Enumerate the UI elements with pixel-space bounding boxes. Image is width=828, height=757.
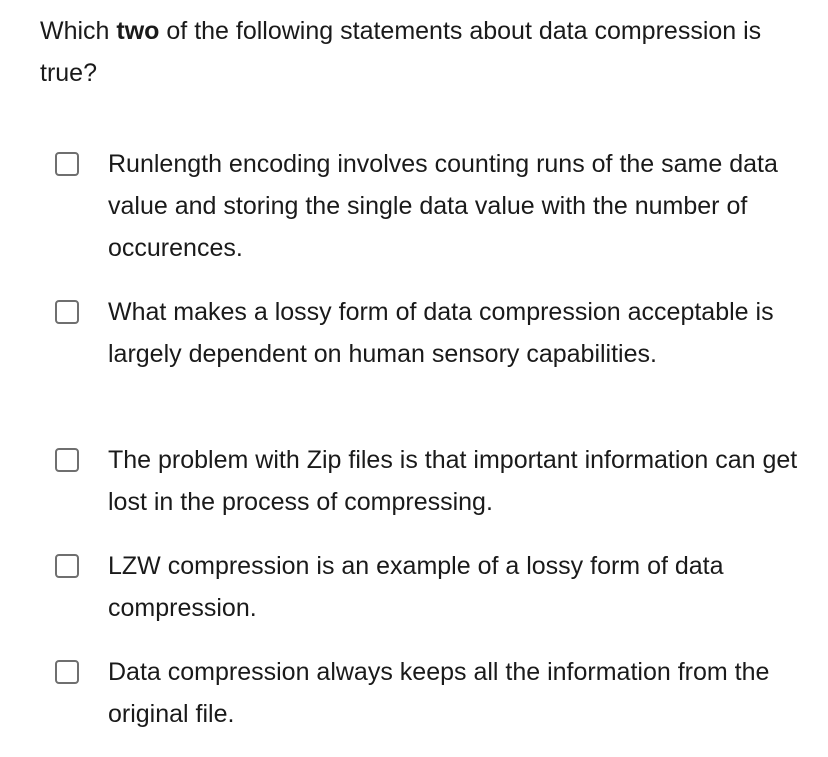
option-label[interactable]: LZW compression is an example of a lossy form of data compression.	[108, 552, 724, 622]
option-label[interactable]: The problem with Zip files is that important information can get lost in the process of compressing.	[108, 446, 798, 516]
option-checkbox[interactable]	[55, 448, 79, 472]
answer-option[interactable]	[0, 439, 828, 523]
question-prefix: Which	[40, 17, 117, 45]
option-label[interactable]: Runlength encoding involves counting runs of the same data value and storing the single data value with the number of occurences.	[108, 150, 778, 262]
question-emphasis: two	[116, 17, 160, 45]
option-label[interactable]: What makes a lossy form of data compression acceptable is largely dependent on human sensory capabilities.	[108, 298, 774, 368]
option-checkbox[interactable]	[55, 152, 79, 176]
answer-options	[0, 143, 828, 757]
question-suffix: of the following statements about data compression is true?	[40, 17, 762, 87]
answer-option[interactable]	[0, 143, 828, 269]
option-checkbox[interactable]	[55, 660, 79, 684]
question-text	[40, 10, 800, 94]
option-checkbox[interactable]	[55, 300, 79, 324]
answer-option[interactable]	[0, 291, 828, 417]
answer-option[interactable]	[0, 651, 828, 735]
option-label[interactable]: Data compression always keeps all the information from the original file.	[108, 658, 770, 728]
answer-option[interactable]	[0, 545, 828, 629]
option-checkbox[interactable]	[55, 554, 79, 578]
